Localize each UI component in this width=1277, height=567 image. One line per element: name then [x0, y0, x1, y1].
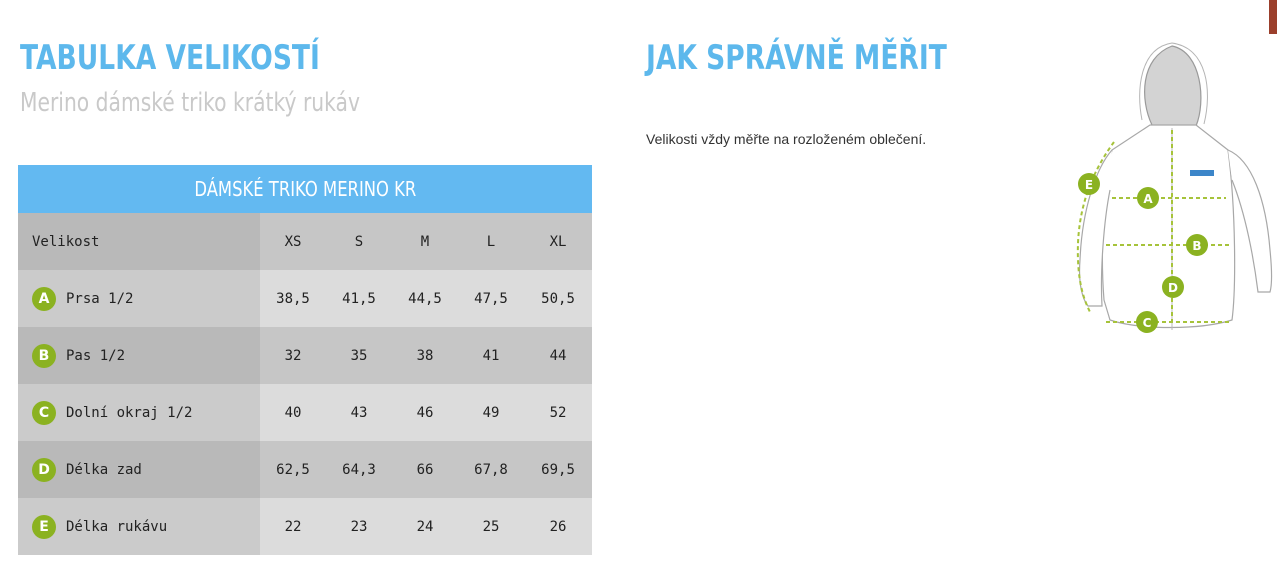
value-cell: 35: [326, 327, 392, 384]
marker-c: [1136, 311, 1158, 333]
value-cell: 25: [458, 498, 524, 555]
measure-note: Velikosti vždy měřte na rozloženém oblečení.: [646, 131, 927, 147]
marker-d-label: D: [1168, 281, 1178, 295]
marker-e-label: E: [1084, 178, 1094, 192]
table-row: [18, 498, 592, 555]
value-cell: 43: [326, 384, 392, 441]
page-title: TABULKA VELIKOSTÍ: [20, 38, 320, 78]
value-cell: 24: [392, 498, 458, 555]
marker-e: [1078, 173, 1100, 195]
value-cell: 41,5: [326, 270, 392, 327]
size-header: L: [458, 213, 524, 270]
value-cell: 44: [524, 327, 592, 384]
value-cell: 23: [326, 498, 392, 555]
header-label: Velikost: [18, 213, 260, 270]
value-cell: 41: [458, 327, 524, 384]
measure-badge: A: [32, 287, 56, 311]
measure-title: JAK SPRÁVNĚ MĚŘIT: [646, 38, 947, 78]
jacket-hood: [1145, 46, 1201, 126]
value-cell: 64,3: [326, 441, 392, 498]
marker-a: [1137, 187, 1159, 209]
value-cell: 49: [458, 384, 524, 441]
value-cell: 38,5: [260, 270, 326, 327]
table-row: [18, 327, 592, 384]
measure-badge: B: [32, 344, 56, 368]
row-label-cell: [18, 384, 260, 441]
marker-a-label: A: [1143, 192, 1153, 206]
brand-logo: [1190, 170, 1214, 176]
value-cell: 69,5: [524, 441, 592, 498]
marker-b-label: B: [1192, 239, 1202, 253]
value-cell: 44,5: [392, 270, 458, 327]
size-header: M: [392, 213, 458, 270]
marker-d: [1162, 276, 1184, 298]
page-subtitle: Merino dámské triko krátký rukáv: [20, 88, 360, 118]
row-label: Dolní okraj 1/2: [66, 404, 193, 421]
row-label: Délka zad: [66, 461, 142, 478]
jacket-diagram: [1068, 40, 1276, 340]
table-row: [18, 384, 592, 441]
size-table: [18, 165, 592, 555]
value-cell: 66: [392, 441, 458, 498]
size-header: XS: [260, 213, 326, 270]
measure-badge: E: [32, 515, 56, 539]
row-label: Prsa 1/2: [66, 290, 134, 307]
value-cell: 38: [392, 327, 458, 384]
row-label-cell: [18, 270, 260, 327]
value-cell: 47,5: [458, 270, 524, 327]
row-label-cell: [18, 498, 260, 555]
jacket-body: [1102, 125, 1234, 328]
row-label: Pas 1/2: [66, 347, 126, 364]
table-row: [18, 270, 592, 327]
table-title-text: DÁMSKÉ TRIKO MERINO KR: [194, 177, 416, 201]
marker-b: [1186, 234, 1208, 256]
row-label-cell: [18, 441, 260, 498]
value-cell: 22: [260, 498, 326, 555]
value-cell: 26: [524, 498, 592, 555]
table-header-row: [18, 213, 592, 270]
size-header: XL: [524, 213, 592, 270]
corner-accent: [1269, 0, 1277, 34]
value-cell: 46: [392, 384, 458, 441]
size-header: S: [326, 213, 392, 270]
value-cell: 40: [260, 384, 326, 441]
table-title: [18, 165, 592, 213]
marker-c-label: C: [1142, 316, 1152, 330]
measure-badge: C: [32, 401, 56, 425]
table-row: [18, 441, 592, 498]
value-cell: 62,5: [260, 441, 326, 498]
value-cell: 50,5: [524, 270, 592, 327]
value-cell: 52: [524, 384, 592, 441]
row-label: Délka rukávu: [66, 518, 168, 535]
row-label-cell: [18, 327, 260, 384]
value-cell: 32: [260, 327, 326, 384]
measure-badge: D: [32, 458, 56, 482]
value-cell: 67,8: [458, 441, 524, 498]
